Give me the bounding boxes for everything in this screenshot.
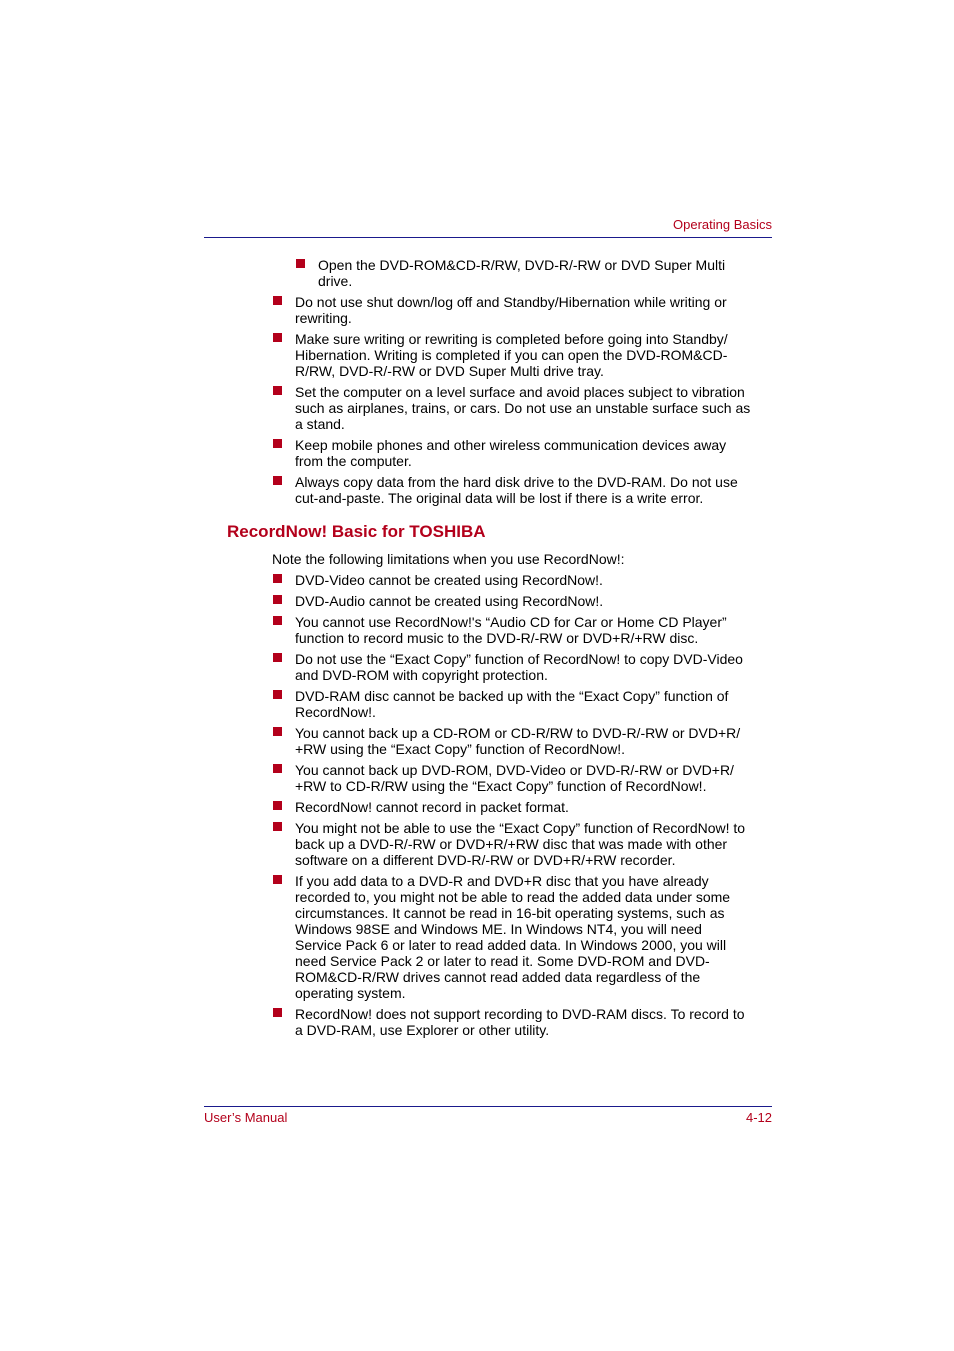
bullet-square-icon [273, 875, 282, 884]
list-item-text: You cannot use RecordNow!'s “Audio CD for Car or Home CD Player” function to record music to the DVD-R/-RW or DVD+R/+RW disc. [295, 614, 727, 646]
bullet-square-icon [273, 822, 282, 831]
list-item [204, 294, 772, 326]
section-intro: Note the following limitations when you use RecordNow!: [272, 551, 625, 567]
list-item-text: Open the DVD-ROM&CD-R/RW, DVD-R/-RW or DVD Super Multi drive. [318, 257, 726, 289]
list-item-text: You cannot back up DVD-ROM, DVD-Video or DVD-R/-RW or DVD+R/ +RW to CD-R/RW using the “Exact Copy” function of RecordNow!. [295, 762, 734, 794]
bullet-square-icon [273, 386, 282, 395]
list-item-text: Set the computer on a level surface and avoid places subject to vibration such as airplanes, trains, or cars. Do not use an unstable surface such as a stand. [295, 384, 751, 432]
list-item-text: DVD-Video cannot be created using RecordNow!. [295, 572, 603, 588]
footer-rule [204, 1106, 772, 1107]
page-number: 4-12 [745, 1110, 772, 1125]
bullet-square-icon [273, 476, 282, 485]
list-item [204, 799, 772, 815]
list-item [204, 331, 772, 379]
list-item [204, 474, 772, 506]
bullet-square-icon [273, 653, 282, 662]
bullet-square-icon [273, 1008, 282, 1017]
list-item [204, 873, 772, 1001]
list-item-text: RecordNow! does not support recording to DVD-RAM discs. To record to a DVD-RAM, use Explorer or other utility. [295, 1006, 745, 1038]
list-item-text: Always copy data from the hard disk drive to the DVD-RAM. Do not use cut-and-paste. The original data will be lost if there is a write error. [295, 474, 738, 506]
bullet-square-icon [296, 259, 305, 268]
list-item-text: You cannot back up a CD-ROM or CD-R/RW to DVD-R/-RW or DVD+R/ +RW using the “Exact Copy” function of RecordNow!. [295, 725, 741, 757]
list-item [204, 1006, 772, 1038]
list-item [204, 614, 772, 646]
bullet-square-icon [273, 727, 282, 736]
list-item-text: Do not use the “Exact Copy” function of RecordNow! to copy DVD-Video and DVD-ROM with copyright protection. [295, 651, 743, 683]
list-item [204, 688, 772, 720]
bullet-square-icon [273, 764, 282, 773]
list-item-text: Keep mobile phones and other wireless communication devices away from the computer. [295, 437, 727, 469]
list-item-text: DVD-Audio cannot be created using RecordNow!. [295, 593, 604, 609]
list-item [204, 384, 772, 432]
list-item-text: If you add data to a DVD-R and DVD+R disc that you have already recorded to, you might not be able to read the added data under some circumstances. It cannot be read in 16-bit operating systems, such as Windows 98SE and Windows ME. In Windows NT4, you will need Service Pack 6 or later to read added data. In Windows 2000, you will need Service Pack 2 or later to read it. Some DVD-ROM and DVD-ROM&CD-R/RW drives cannot read added data regardless of the operating system. [295, 873, 731, 1001]
section-heading: RecordNow! Basic for TOSHIBA [227, 522, 486, 541]
bullet-square-icon [273, 801, 282, 810]
list-item [204, 725, 772, 757]
list-item [204, 593, 772, 609]
bullet-square-icon [273, 574, 282, 583]
list-item-text: You might not be able to use the “Exact Copy” function of RecordNow! to back up a DVD-R/-RW or DVD+R/+RW disc that was made with other software on a different DVD-R/-RW or DVD+R/+RW recorder. [295, 820, 746, 868]
bullet-square-icon [273, 616, 282, 625]
list-item [204, 572, 772, 588]
list-item-text: RecordNow! cannot record in packet format. [295, 799, 569, 815]
bullet-square-icon [273, 439, 282, 448]
list-item-text: DVD-RAM disc cannot be backed up with the “Exact Copy” function of RecordNow!. [295, 688, 729, 720]
bullet-square-icon [273, 690, 282, 699]
bullet-square-icon [273, 333, 282, 342]
list-item-text: Make sure writing or rewriting is completed before going into Standby/ Hibernation. Writing is completed if you can open the DVD-ROM&CD-R/RW, DVD-R/-RW or DVD Super Multi drive tray. [295, 331, 728, 379]
list-item-text: Do not use shut down/log off and Standby/Hibernation while writing or rewriting. [295, 294, 727, 326]
header-rule [204, 237, 772, 238]
list-item [204, 651, 772, 683]
list-item [204, 257, 772, 289]
nested-bullet-list [204, 257, 772, 289]
bullet-square-icon [273, 595, 282, 604]
bullet-square-icon [273, 296, 282, 305]
list-item [204, 437, 772, 469]
footer-title: User’s Manual [204, 1110, 288, 1125]
running-header: Operating Basics [673, 217, 772, 232]
limitations-list [204, 572, 772, 1038]
list-item [204, 762, 772, 794]
list-item [204, 820, 772, 868]
precautions-list [204, 294, 772, 506]
page-content [204, 257, 772, 1043]
